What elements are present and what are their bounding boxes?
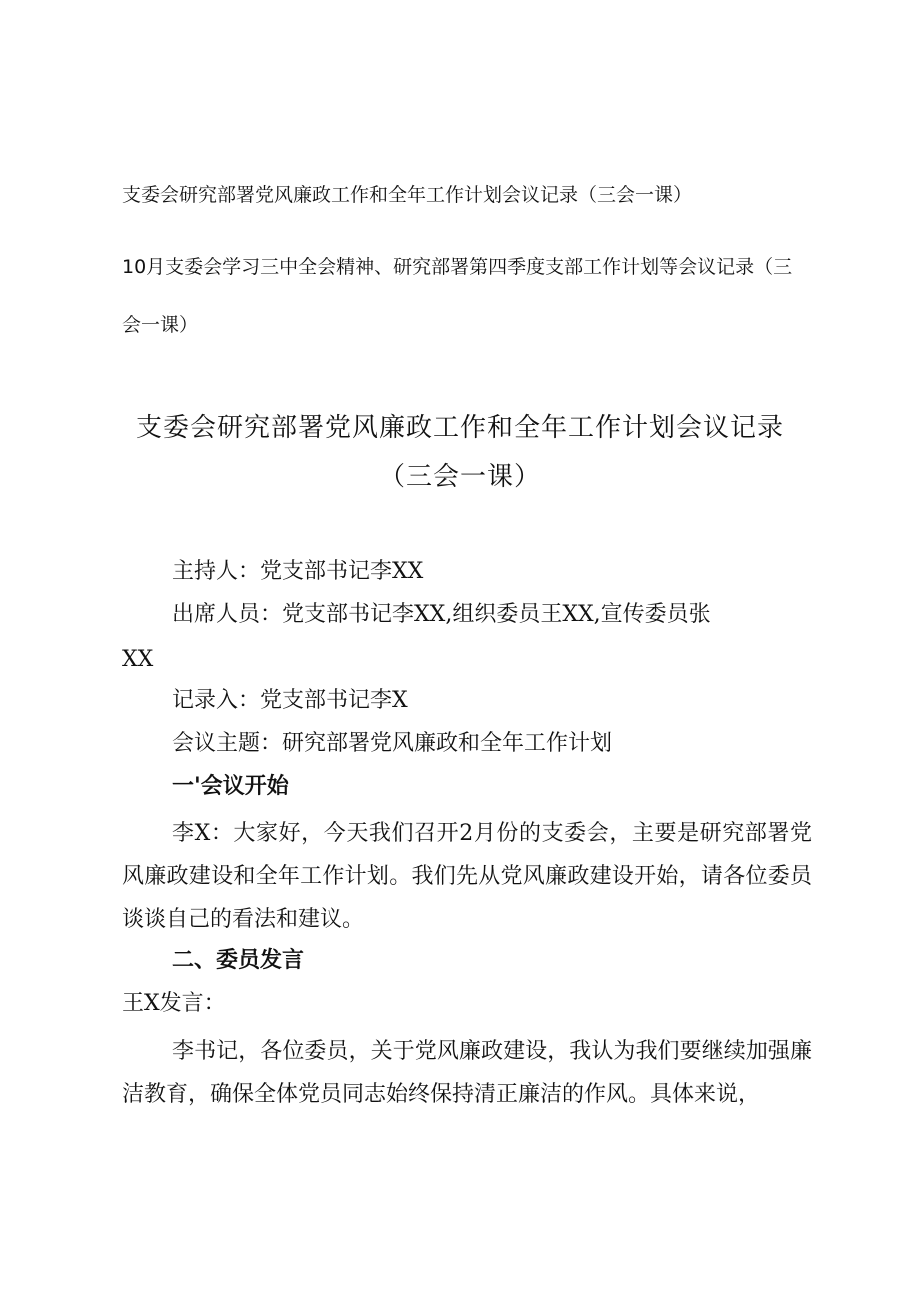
attendees-line-continued: XX: [122, 647, 154, 672]
document-title: 支委会研究部署党风廉政工作和全年工作计划会议记录: [135, 413, 784, 443]
attendees-line: 出席人员：党支部书记李XX,组织委员王XX,宣传委员张: [172, 602, 711, 627]
section-1-paragraph: 李X：大家好，今天我们召开2月份的支委会，主要是研究部署党风廉政建设和全年工作计划。我们先从党风廉政建设开始，请各位委员谈谈自己的看法和建议。: [122, 821, 812, 932]
recorder-line: 记录入：党支部书记李X: [172, 688, 408, 713]
section-2-heading: 二、委员发言: [172, 947, 305, 973]
host-line: 主持人：党支部书记李XX: [172, 559, 424, 584]
section-1-heading: 一'会议开始: [172, 773, 289, 799]
speech-paragraph: 李书记，各位委员，关于党风廉政建设，我认为我们要继续加强廉洁教育，确保全体党员同志始终保持清正廉洁的作风。具体来说，: [122, 1039, 812, 1107]
document-subtitle: （三会一课）: [378, 462, 541, 492]
speaker-label: 王X发言：: [122, 991, 226, 1016]
toc-item-1[interactable]: 支委会研究部署党风廉政工作和全年工作计划会议记录（三会一课）: [122, 184, 693, 206]
topic-line: 会议主题：研究部署党风廉政和全年工作计划: [172, 731, 613, 756]
toc-item-2[interactable]: 10月支委会学习三中全会精神、研究部署第四季度支部工作计划等会议记录（三会一课）: [122, 256, 793, 336]
